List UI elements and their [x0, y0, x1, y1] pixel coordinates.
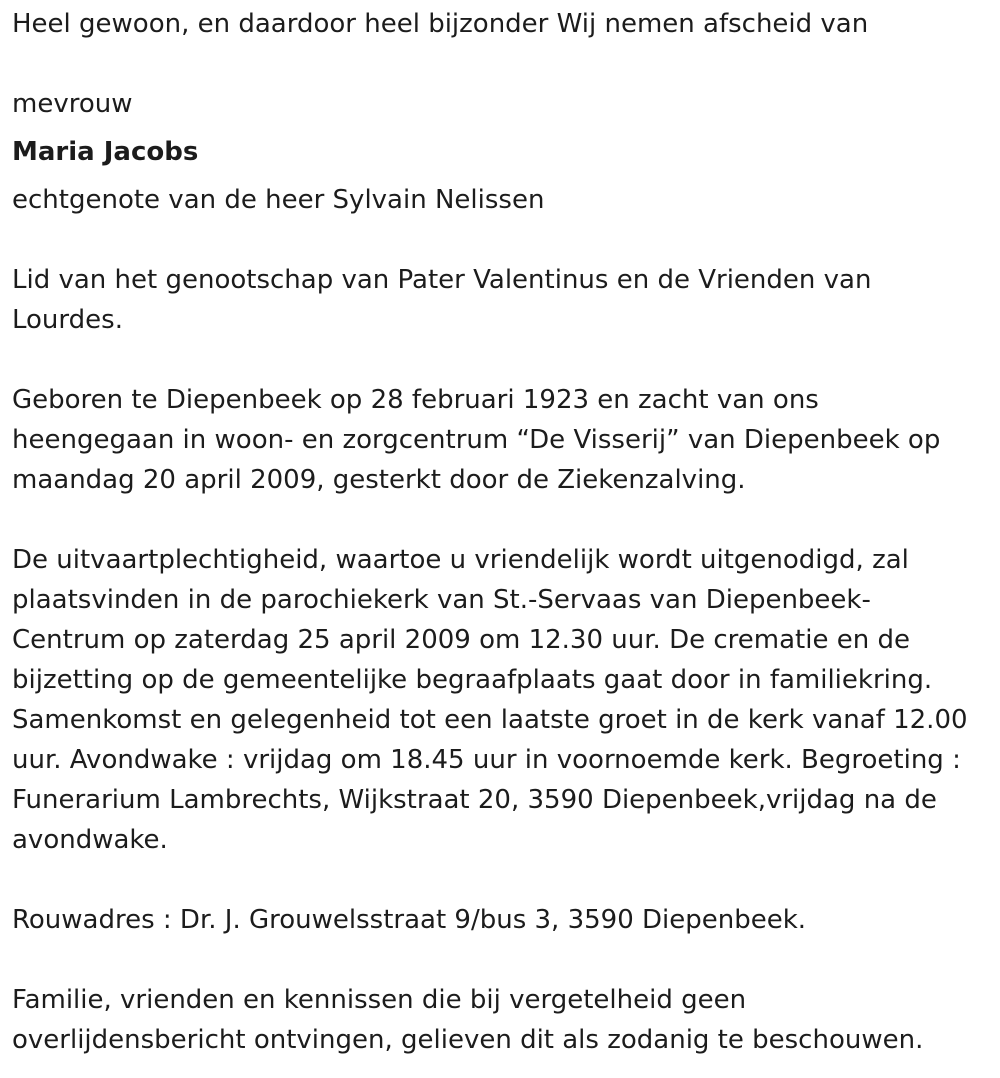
obituary-notice — [12, 4, 992, 1060]
closing-paragraph — [12, 980, 992, 1060]
funeral-line: Funerarium Lambrechts, Wijkstraat 20, 3590 Diepenbeek,vrijdag na de — [12, 785, 937, 815]
funeral-line: Centrum op zaterdag 25 april 2009 om 12.30 uur. De crematie en de — [12, 625, 910, 655]
title-prefix: mevrouw — [12, 89, 133, 119]
birth-death-line: maandag 20 april 2009, gesterkt door de Ziekenzalving. — [12, 465, 746, 495]
birth-death-paragraph — [12, 380, 992, 500]
deceased-name: Maria Jacobs — [12, 137, 199, 167]
funeral-line: uur. Avondwake : vrijdag om 18.45 uur in voornoemde kerk. Begroeting : — [12, 745, 961, 775]
membership-line: Lid van het genootschap van Pater Valentinus en de Vrienden van — [12, 265, 872, 295]
closing-line: Familie, vrienden en kennissen die bij vergetelheid geen — [12, 985, 747, 1015]
birth-death-line: Geboren te Diepenbeek op 28 februari 1923 en zacht van ons — [12, 385, 819, 415]
funeral-line: De uitvaartplechtigheid, waartoe u vriendelijk wordt uitgenodigd, zal — [12, 545, 909, 575]
paragraph-gap — [12, 220, 992, 260]
birth-death-line: heengegaan in woon- en zorgcentrum “De Visserij” van Diepenbeek op — [12, 425, 941, 455]
paragraph-gap — [12, 860, 992, 900]
funeral-line: plaatsvinden in de parochiekerk van St.-Servaas van Diepenbeek- — [12, 585, 871, 615]
membership-line: Lourdes. — [12, 305, 123, 335]
paragraph-gap — [12, 940, 992, 980]
funeral-paragraph — [12, 540, 992, 860]
closing-line: overlijdensbericht ontvingen, gelieven dit als zodanig te beschouwen. — [12, 1025, 924, 1055]
intro-line: Heel gewoon, en daardoor heel bijzonder Wij nemen afscheid van — [12, 9, 869, 39]
funeral-line: Samenkomst en gelegenheid tot een laatste groet in de kerk vanaf 12.00 — [12, 705, 968, 735]
paragraph-gap — [12, 500, 992, 540]
address-line: Rouwadres : Dr. J. Grouwelsstraat 9/bus 3, 3590 Diepenbeek. — [12, 905, 807, 935]
funeral-line: bijzetting op de gemeentelijke begraafplaats gaat door in familiekring. — [12, 665, 933, 695]
funeral-line: avondwake. — [12, 825, 168, 855]
spouse-line: echtgenote van de heer Sylvain Nelissen — [12, 185, 545, 215]
paragraph-gap — [12, 340, 992, 380]
membership-paragraph — [12, 260, 992, 340]
